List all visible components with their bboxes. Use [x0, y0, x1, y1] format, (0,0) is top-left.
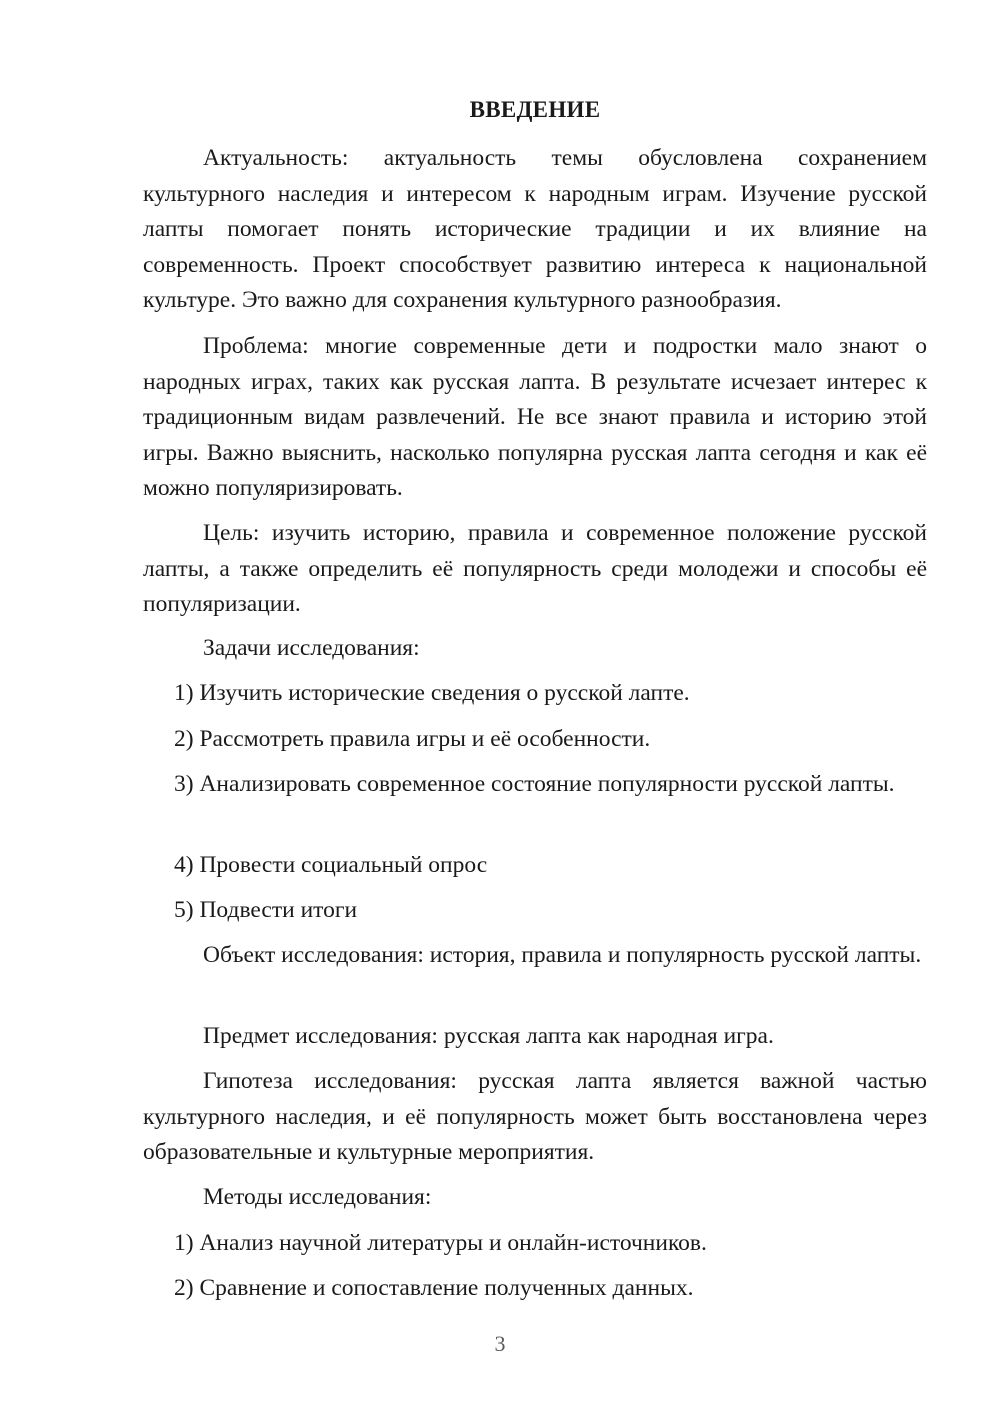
page-number: 3: [494, 1331, 506, 1356]
page-title: ВВЕДЕНИЕ: [469, 97, 601, 122]
paragraph-hypothesis: Гипотеза исследования: русская лапта является важной частью культурного наследия, и её популярность может быть восстановлена через образовательные и культурные мероприятия.: [143, 1068, 927, 1165]
paragraph-goal: Цель: изучить историю, правила и современное положение русской лапты, а также определить её популярность среди молодежи и способы её популяризации.: [143, 520, 927, 617]
paragraph-relevance: Актуальность: актуальность темы обусловлена сохранением культурного наследия и интересом к народным играм. Изучение русской лапты помогает понять исторические традиции и их влияние на современность. Проект способствует развитию интереса к национальной культуре. Это важно для сохранения культурного разнообразия.: [143, 145, 927, 313]
list-item-method-2: 2) Сравнение и сопоставление полученных данных.: [174, 1275, 694, 1301]
paragraph-subject: Предмет исследования: русская лапта как народная игра.: [203, 1023, 774, 1049]
list-item-task-3: 3) Анализировать современное состояние популярности русской лапты.: [174, 771, 895, 797]
list-item-method-1: 1) Анализ научной литературы и онлайн-источников.: [174, 1230, 707, 1256]
paragraph-problem: Проблема: многие современные дети и подростки мало знают о народных играх, таких как русская лапта. В результате исчезает интерес к традиционным видам развлечений. Не все знают правила и историю этой игры. Важно выяснить, насколько популярна русская лапта сегодня и как её можно популяризировать.: [143, 333, 927, 501]
paragraph-methods-heading: Методы исследования:: [203, 1184, 432, 1210]
list-item-task-4: 4) Провести социальный опрос: [174, 852, 488, 878]
paragraph-object: Объект исследования: история, правила и популярность русской лапты.: [203, 942, 922, 968]
list-item-task-2: 2) Рассмотреть правила игры и её особенности.: [174, 726, 651, 752]
list-item-task-5: 5) Подвести итоги: [174, 897, 358, 923]
paragraph-tasks-heading: Задачи исследования:: [203, 635, 420, 661]
list-item-task-1: 1) Изучить исторические сведения о русской лапте.: [174, 680, 690, 706]
